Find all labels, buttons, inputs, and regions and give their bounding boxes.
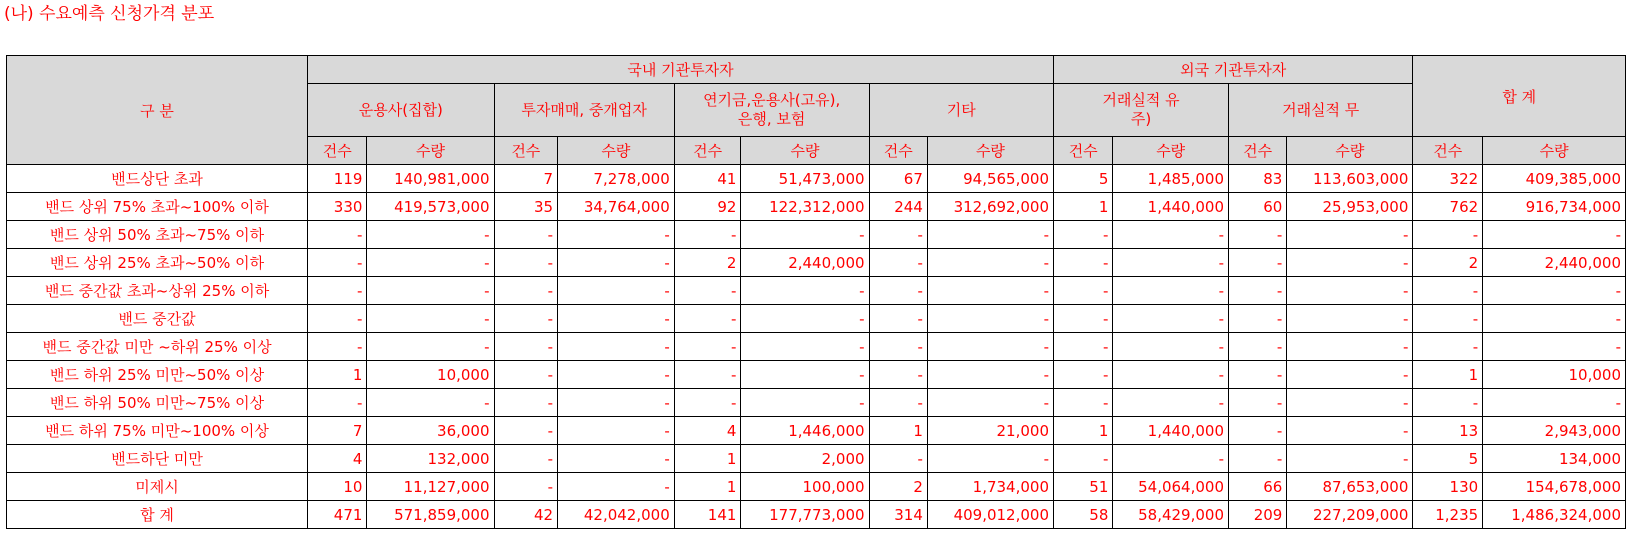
count-cell: - (1054, 249, 1113, 277)
count-cell: 1 (1413, 361, 1483, 389)
count-cell: - (1054, 221, 1113, 249)
count-cell: 322 (1413, 165, 1483, 193)
qty-cell: 10,000 (1483, 361, 1626, 389)
count-cell: - (494, 221, 558, 249)
count-cell: - (1054, 333, 1113, 361)
count-cell: 314 (869, 501, 927, 529)
count-cell: - (869, 389, 927, 417)
qty-cell: 227,209,000 (1287, 501, 1413, 529)
qty-cell: 1,446,000 (741, 417, 869, 445)
qty-header: 수량 (927, 137, 1053, 165)
count-cell: - (869, 249, 927, 277)
count-cell: 58 (1054, 501, 1113, 529)
count-cell: 2 (869, 473, 927, 501)
row-label: 합 계 (7, 501, 308, 529)
qty-cell: - (741, 389, 869, 417)
qty-header: 수량 (1483, 137, 1626, 165)
count-cell: - (674, 277, 741, 305)
qty-cell: 94,565,000 (927, 165, 1053, 193)
qty-cell: 2,440,000 (741, 249, 869, 277)
count-cell: 67 (869, 165, 927, 193)
count-cell: - (494, 277, 558, 305)
qty-cell: 51,473,000 (741, 165, 869, 193)
count-cell: - (674, 221, 741, 249)
qty-cell: - (367, 249, 494, 277)
count-cell: - (1054, 361, 1113, 389)
count-cell: 4 (308, 445, 367, 473)
qty-cell: 2,000 (741, 445, 869, 473)
qty-cell: 42,042,000 (558, 501, 675, 529)
qty-cell: - (927, 277, 1053, 305)
count-cell: 209 (1229, 501, 1287, 529)
qty-cell: 21,000 (927, 417, 1053, 445)
sub-header-broker: 투자매매, 중개업자 (494, 84, 674, 137)
row-label: 밴드 하위 50% 미만~75% 이상 (7, 389, 308, 417)
count-header: 건수 (494, 137, 558, 165)
table-row (7, 305, 1626, 333)
count-header: 건수 (1054, 137, 1113, 165)
row-label: 밴드 중간값 미만 ~하위 25% 이상 (7, 333, 308, 361)
qty-cell: - (741, 277, 869, 305)
count-cell: 141 (674, 501, 741, 529)
count-cell: - (1413, 305, 1483, 333)
qty-cell: - (558, 389, 675, 417)
table-row (7, 361, 1626, 389)
qty-cell: 2,943,000 (1483, 417, 1626, 445)
table-body (7, 165, 1626, 529)
count-cell: 13 (1413, 417, 1483, 445)
count-cell: 92 (674, 193, 741, 221)
qty-cell: 100,000 (741, 473, 869, 501)
count-cell: 83 (1229, 165, 1287, 193)
qty-cell: 419,573,000 (367, 193, 494, 221)
qty-cell: - (927, 249, 1053, 277)
count-cell: - (869, 277, 927, 305)
qty-cell: - (1113, 361, 1229, 389)
qty-cell: - (927, 445, 1053, 473)
qty-cell: - (1113, 389, 1229, 417)
qty-cell: - (1287, 305, 1413, 333)
row-label: 밴드 상위 25% 초과~50% 이하 (7, 249, 308, 277)
qty-cell: 1,486,324,000 (1483, 501, 1626, 529)
row-label: 밴드상단 초과 (7, 165, 308, 193)
row-label: 밴드 하위 25% 미만~50% 이상 (7, 361, 308, 389)
sub-header-asset-manager: 운용사(집합) (308, 84, 494, 137)
qty-cell: 916,734,000 (1483, 193, 1626, 221)
count-cell: 330 (308, 193, 367, 221)
qty-cell: - (741, 305, 869, 333)
qty-cell: - (1483, 389, 1626, 417)
table-row (7, 417, 1626, 445)
qty-cell: - (367, 389, 494, 417)
count-cell: - (1229, 333, 1287, 361)
qty-cell: - (1287, 361, 1413, 389)
count-cell: - (869, 445, 927, 473)
qty-cell: 25,953,000 (1287, 193, 1413, 221)
count-header: 건수 (674, 137, 741, 165)
count-cell: 7 (308, 417, 367, 445)
count-cell: - (1413, 389, 1483, 417)
qty-cell: 1,734,000 (927, 473, 1053, 501)
count-cell: 7 (494, 165, 558, 193)
count-cell: 10 (308, 473, 367, 501)
qty-cell: - (927, 221, 1053, 249)
sub-header-foreign-with-record: 거래실적 유 주) (1054, 84, 1229, 137)
count-cell: - (494, 473, 558, 501)
table-row (7, 249, 1626, 277)
count-cell: - (494, 305, 558, 333)
row-label: 밴드 하위 75% 미만~100% 이상 (7, 417, 308, 445)
count-cell: - (308, 389, 367, 417)
qty-cell: - (1287, 221, 1413, 249)
qty-cell: 11,127,000 (367, 473, 494, 501)
qty-cell: - (558, 305, 675, 333)
table-row (7, 445, 1626, 473)
qty-cell: - (367, 277, 494, 305)
count-cell: 244 (869, 193, 927, 221)
qty-header: 수량 (741, 137, 869, 165)
qty-cell: - (367, 333, 494, 361)
qty-cell: - (1113, 445, 1229, 473)
qty-cell: 34,764,000 (558, 193, 675, 221)
count-cell: - (308, 221, 367, 249)
count-cell: - (674, 333, 741, 361)
count-cell: - (494, 445, 558, 473)
qty-cell: - (1113, 221, 1229, 249)
qty-cell: - (367, 305, 494, 333)
count-cell: - (674, 361, 741, 389)
count-cell: - (1229, 249, 1287, 277)
count-cell: 1 (1054, 193, 1113, 221)
qty-cell: - (1113, 333, 1229, 361)
count-cell: - (674, 305, 741, 333)
count-cell: - (1054, 305, 1113, 333)
count-cell: 1 (674, 445, 741, 473)
count-cell: 4 (674, 417, 741, 445)
qty-cell: 36,000 (367, 417, 494, 445)
count-cell: 1 (674, 473, 741, 501)
qty-cell: - (1483, 277, 1626, 305)
count-cell: 119 (308, 165, 367, 193)
table-row (7, 165, 1626, 193)
qty-cell: - (558, 221, 675, 249)
table-row (7, 221, 1626, 249)
qty-cell: 134,000 (1483, 445, 1626, 473)
table-header (7, 56, 1626, 165)
sub-header-other: 기타 (869, 84, 1053, 137)
count-cell: 5 (1054, 165, 1113, 193)
qty-cell: - (1287, 417, 1413, 445)
qty-cell: - (367, 221, 494, 249)
qty-cell: - (558, 417, 675, 445)
count-cell: - (869, 333, 927, 361)
qty-cell: - (558, 445, 675, 473)
qty-cell: 58,429,000 (1113, 501, 1229, 529)
count-cell: - (494, 333, 558, 361)
qty-cell: - (558, 361, 675, 389)
row-label: 밴드 상위 75% 초과~100% 이하 (7, 193, 308, 221)
qty-cell: 1,440,000 (1113, 193, 1229, 221)
count-cell: - (1413, 221, 1483, 249)
count-cell: 1,235 (1413, 501, 1483, 529)
qty-cell: - (1483, 333, 1626, 361)
qty-cell: 409,012,000 (927, 501, 1053, 529)
qty-cell: - (558, 333, 675, 361)
qty-cell: - (558, 277, 675, 305)
count-cell: 60 (1229, 193, 1287, 221)
qty-cell: 113,603,000 (1287, 165, 1413, 193)
qty-header: 수량 (1287, 137, 1413, 165)
count-cell: 471 (308, 501, 367, 529)
count-cell: - (494, 417, 558, 445)
qty-cell: - (1287, 333, 1413, 361)
count-header: 건수 (869, 137, 927, 165)
count-cell: - (1054, 277, 1113, 305)
qty-cell: - (1287, 389, 1413, 417)
count-cell: - (869, 221, 927, 249)
count-cell: - (308, 305, 367, 333)
count-cell: - (869, 305, 927, 333)
table-row (7, 501, 1626, 529)
count-cell: - (494, 361, 558, 389)
count-cell: 51 (1054, 473, 1113, 501)
qty-cell: 10,000 (367, 361, 494, 389)
count-cell: 5 (1413, 445, 1483, 473)
qty-cell: - (741, 221, 869, 249)
qty-header: 수량 (1113, 137, 1229, 165)
qty-cell: - (1483, 305, 1626, 333)
count-cell: 35 (494, 193, 558, 221)
qty-cell: 312,692,000 (927, 193, 1053, 221)
qty-cell: - (927, 361, 1053, 389)
total-header: 합 계 (1413, 56, 1626, 137)
count-cell: - (1229, 277, 1287, 305)
qty-cell: - (1113, 277, 1229, 305)
qty-cell: - (1113, 305, 1229, 333)
count-cell: - (1229, 389, 1287, 417)
count-header: 건수 (308, 137, 367, 165)
qty-cell: - (741, 361, 869, 389)
qty-cell: 1,485,000 (1113, 165, 1229, 193)
qty-cell: - (1287, 249, 1413, 277)
count-cell: - (494, 389, 558, 417)
count-cell: - (308, 277, 367, 305)
sub-header-pension: 연기금,운용사(고유), 은행, 보험 (674, 84, 869, 137)
count-cell: - (1413, 277, 1483, 305)
qty-cell: 154,678,000 (1483, 473, 1626, 501)
qty-cell: 140,981,000 (367, 165, 494, 193)
qty-cell: 54,064,000 (1113, 473, 1229, 501)
qty-cell: - (1287, 445, 1413, 473)
count-cell: 42 (494, 501, 558, 529)
domestic-header: 국내 기관투자자 (308, 56, 1054, 84)
qty-header: 수량 (367, 137, 494, 165)
count-cell: - (1054, 445, 1113, 473)
qty-cell: 2,440,000 (1483, 249, 1626, 277)
qty-cell: 122,312,000 (741, 193, 869, 221)
qty-cell: - (558, 249, 675, 277)
row-label: 미제시 (7, 473, 308, 501)
foreign-header: 외국 기관투자자 (1054, 56, 1413, 84)
table-row (7, 193, 1626, 221)
count-cell: - (1229, 305, 1287, 333)
count-cell: - (1229, 445, 1287, 473)
count-cell: - (1229, 417, 1287, 445)
category-header: 구 분 (7, 56, 308, 165)
page-title: (나) 수요예측 신청가격 분포 (4, 4, 215, 24)
table-row (7, 277, 1626, 305)
table-row (7, 473, 1626, 501)
count-cell: - (674, 389, 741, 417)
row-label: 밴드하단 미만 (7, 445, 308, 473)
count-cell: - (308, 249, 367, 277)
qty-header: 수량 (558, 137, 675, 165)
qty-cell: 571,859,000 (367, 501, 494, 529)
qty-cell: - (1287, 277, 1413, 305)
row-label: 밴드 중간값 (7, 305, 308, 333)
qty-cell: 1,440,000 (1113, 417, 1229, 445)
qty-cell: 177,773,000 (741, 501, 869, 529)
count-header: 건수 (1413, 137, 1483, 165)
count-cell: - (308, 333, 367, 361)
qty-cell: 7,278,000 (558, 165, 675, 193)
count-cell: - (1229, 361, 1287, 389)
count-cell: 1 (308, 361, 367, 389)
count-cell: 2 (674, 249, 741, 277)
count-cell: 66 (1229, 473, 1287, 501)
qty-cell: - (1113, 249, 1229, 277)
row-label: 밴드 중간값 초과~상위 25% 이하 (7, 277, 308, 305)
count-cell: 1 (1054, 417, 1113, 445)
qty-cell: 132,000 (367, 445, 494, 473)
count-header: 건수 (1229, 137, 1287, 165)
table-row (7, 389, 1626, 417)
count-cell: 1 (869, 417, 927, 445)
qty-cell: - (558, 473, 675, 501)
count-cell: - (1054, 389, 1113, 417)
qty-cell: - (1483, 221, 1626, 249)
count-cell: - (494, 249, 558, 277)
count-cell: - (869, 361, 927, 389)
row-label: 밴드 상위 50% 초과~75% 이하 (7, 221, 308, 249)
qty-cell: - (927, 389, 1053, 417)
count-cell: - (1413, 333, 1483, 361)
count-cell: 130 (1413, 473, 1483, 501)
qty-cell: - (741, 333, 869, 361)
qty-cell: 409,385,000 (1483, 165, 1626, 193)
demand-forecast-table (6, 55, 1626, 529)
count-cell: 762 (1413, 193, 1483, 221)
qty-cell: - (927, 333, 1053, 361)
count-cell: 2 (1413, 249, 1483, 277)
qty-cell: - (927, 305, 1053, 333)
qty-cell: 87,653,000 (1287, 473, 1413, 501)
count-cell: 41 (674, 165, 741, 193)
table-row (7, 333, 1626, 361)
sub-header-foreign-no-record: 거래실적 무 (1229, 84, 1413, 137)
count-cell: - (1229, 221, 1287, 249)
